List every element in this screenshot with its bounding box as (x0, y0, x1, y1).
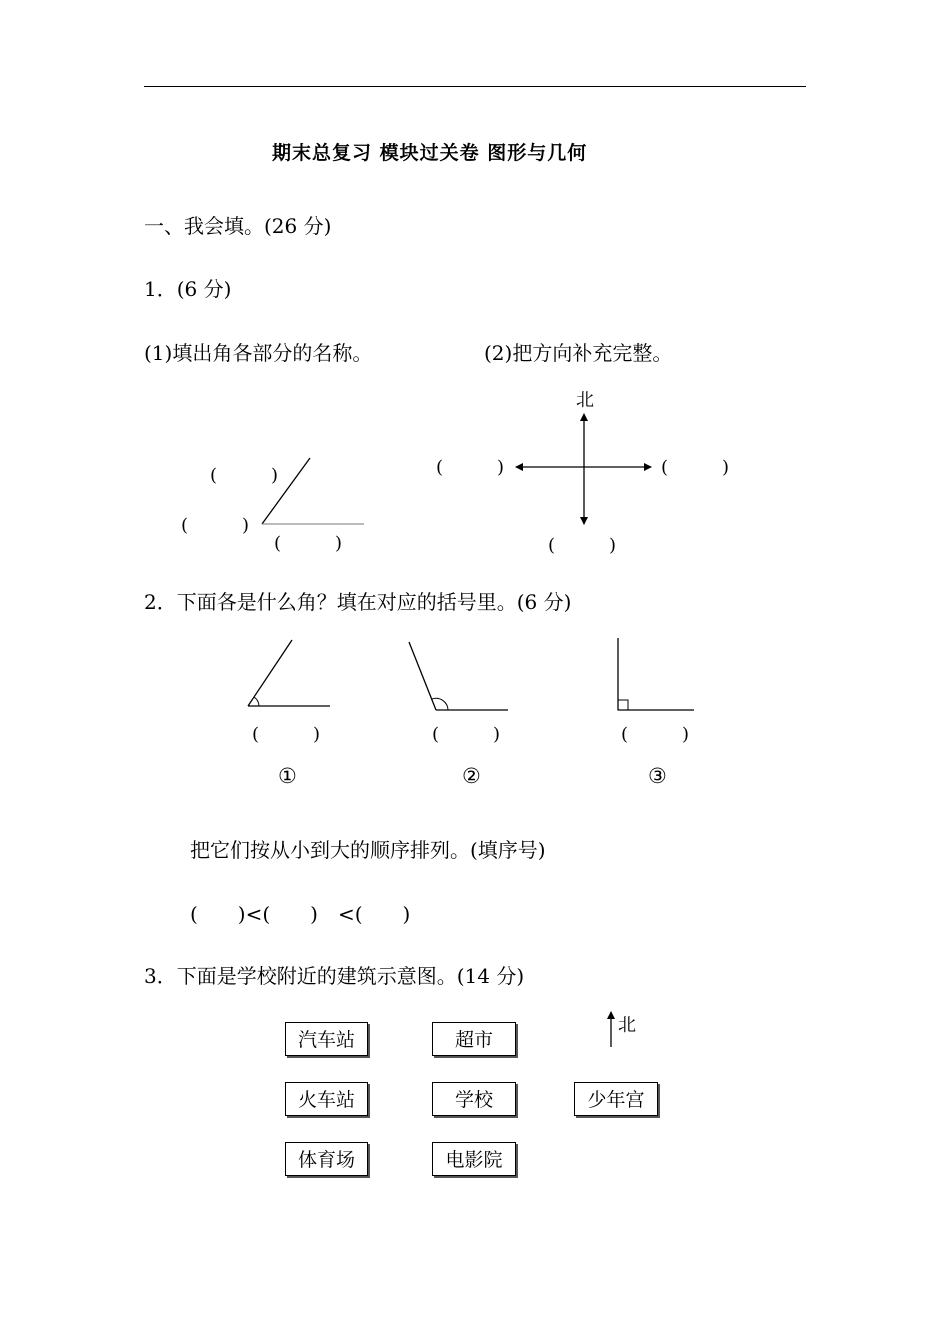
building-cinema: 电影院 (432, 1142, 516, 1176)
q2-blank-3[interactable]: ( ) (621, 724, 690, 745)
q2-label-3: ③ (648, 764, 667, 788)
building-school: 学校 (432, 1082, 516, 1116)
section1-heading: 一、我会填。(26 分) (144, 214, 332, 238)
q2-angle-obtuse (409, 642, 508, 710)
q1-north-label: 北 (576, 390, 594, 411)
q1-compass-blank-west[interactable]: ( ) (436, 457, 505, 478)
q2-label-2: ② (462, 764, 481, 788)
q1-angle-blank-side2[interactable]: ( ) (274, 533, 343, 554)
q1-compass-figure (516, 414, 651, 524)
q1-heading: 1．(6 分) (144, 277, 232, 301)
q1-sub2: (2)把方向补充完整。 (484, 341, 673, 365)
q2-order-blanks[interactable]: ( )<( ) <( ) (190, 902, 411, 926)
q1-compass-blank-south[interactable]: ( ) (548, 535, 617, 556)
building-train-station: 火车站 (285, 1082, 368, 1116)
building-stadium: 体育场 (285, 1142, 368, 1176)
q1-angle-blank-side[interactable]: ( ) (210, 465, 279, 486)
q2-heading: 2．下面各是什么角？填在对应的括号里。(6 分) (144, 590, 572, 614)
building-bus-station: 汽车站 (285, 1022, 368, 1056)
page-title: 期末总复习 模块过关卷 图形与几何 (272, 142, 588, 164)
q2-blank-1[interactable]: ( ) (252, 724, 321, 745)
q1-angle-blank-vertex[interactable]: ( ) (181, 515, 250, 536)
q1-sub1: (1)填出角各部分的名称。 (144, 341, 373, 365)
q2-order-instruction: 把它们按从小到大的顺序排列。(填序号) (190, 838, 546, 862)
q1-compass-blank-east[interactable]: ( ) (661, 457, 730, 478)
q2-label-1: ① (278, 764, 297, 788)
building-youth-palace: 少年宫 (574, 1082, 658, 1116)
q3-north-label: 北 (618, 1015, 636, 1036)
q2-angle-right (618, 638, 694, 710)
q3-heading: 3．下面是学校附近的建筑示意图。(14 分) (144, 964, 525, 988)
building-supermarket: 超市 (432, 1022, 516, 1056)
q2-angle-acute (248, 640, 330, 706)
q2-blank-2[interactable]: ( ) (432, 724, 501, 745)
